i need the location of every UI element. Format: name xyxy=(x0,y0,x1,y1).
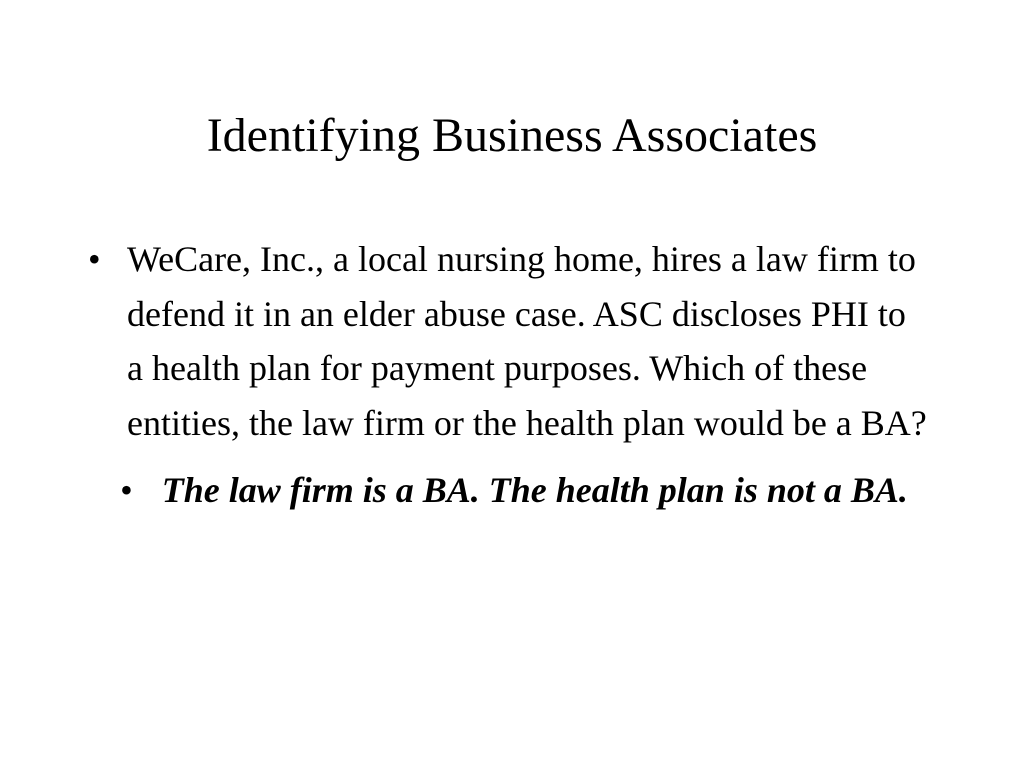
answer-text: The law firm is a BA. The health plan is not a BA. xyxy=(161,470,908,510)
slide-title: Identifying Business Associates xyxy=(206,109,818,162)
answer-bullet xyxy=(84,463,944,518)
bullet-marker: • xyxy=(120,470,133,510)
question-text: WeCare, Inc., a local nursing home, hires a law firm to defend it in an elder abuse case. ASC discloses PHI to a health plan for payment purposes. Which of these entities, the law firm or the health plan would be a BA? xyxy=(127,239,927,443)
question-bullet xyxy=(84,232,927,450)
bullet-list xyxy=(84,232,944,518)
bullet-marker: • xyxy=(88,239,101,279)
answer-wrap xyxy=(119,463,909,518)
